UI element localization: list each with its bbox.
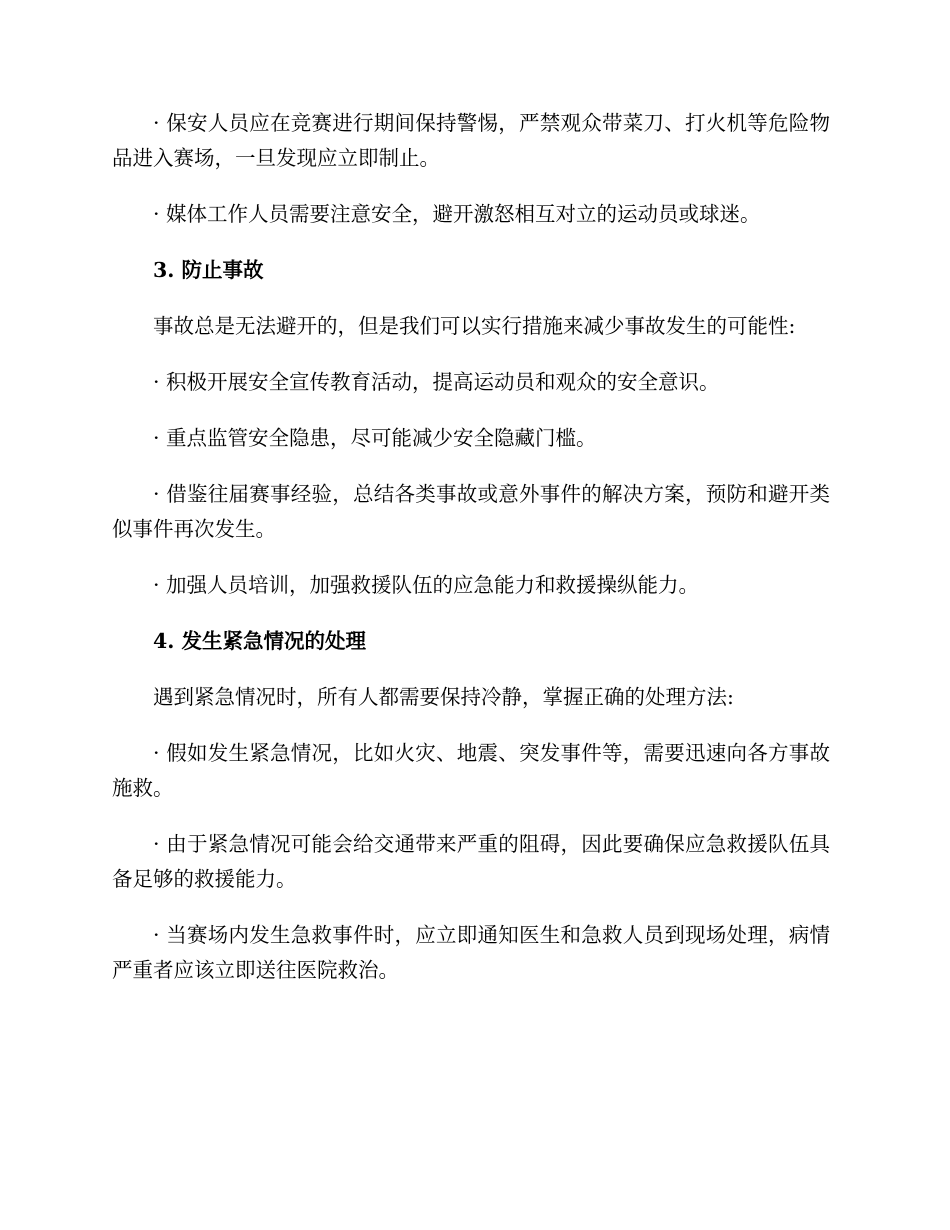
- bullet-staff-training: · 加强人员培训，加强救援队伍的应急能力和救援操纵能力。: [153, 573, 700, 597]
- bullet-safety-education: · 积极开展安全宣传教育活动，提高运动员和观众的安全意识。: [153, 370, 720, 394]
- section-heading-prevent-accidents: 3. 防止事故: [153, 258, 264, 282]
- bullet-media-staff: · 媒体工作人员需要注意安全，避开激怒相互对立的运动员或球迷。: [153, 202, 761, 226]
- bullet-hazard-monitoring: · 重点监管安全隐患，尽可能减少安全隐藏门槛。: [153, 426, 597, 450]
- bullet-traffic-obstruction: · 由于紧急情况可能会给交通带来严重的阻碍，因此要确保应急救援队伍具备足够的救援能力。: [112, 832, 830, 891]
- bullet-past-experience: · 借鉴往届赛事经验，总结各类事故或意外事件的解决方案，预防和避开类似事件再次发生。: [112, 482, 830, 541]
- bullet-emergency-response: · 假如发生紧急情况，比如火灾、地震、突发事件等，需要迅速向各方事故施救。: [112, 741, 830, 800]
- paragraph-accident-intro: 事故总是无法避开的，但是我们可以实行措施来减少事故发生的可能性:: [153, 314, 796, 338]
- paragraph-emergency-intro: 遇到紧急情况时，所有人都需要保持冷静，掌握正确的处理方法:: [153, 685, 734, 709]
- bullet-security-staff: · 保安人员应在竞赛进行期间保持警惕，严禁观众带菜刀、打火机等危险物品进入赛场，一旦发现应立即制止。: [112, 111, 830, 170]
- section-heading-emergency-handling: 4. 发生紧急情况的处理: [153, 629, 367, 653]
- bullet-first-aid: · 当赛场内发生急救事件时，应立即通知医生和急救人员到现场处理，病情严重者应该立即送往医院救治。: [112, 923, 830, 982]
- document-page: [112, 106, 830, 1009]
